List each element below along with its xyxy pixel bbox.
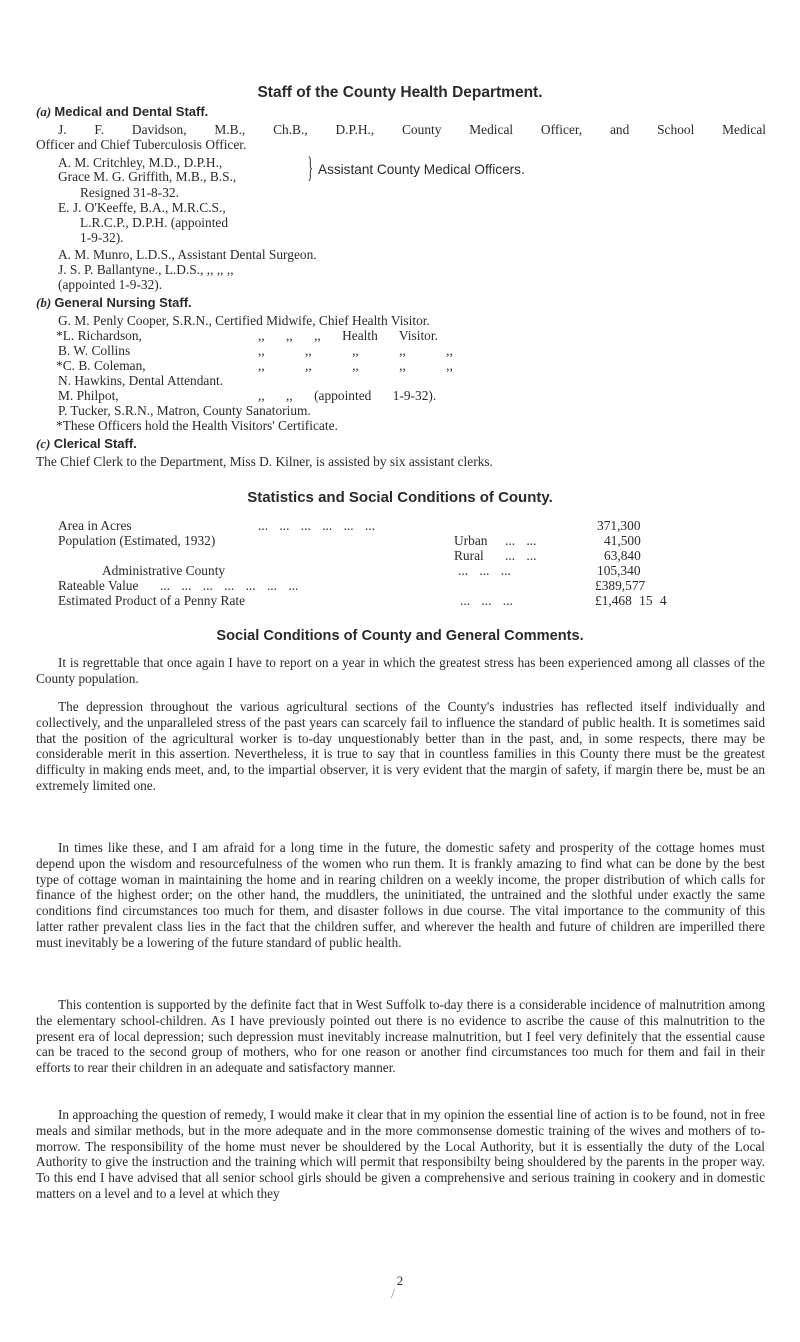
clerical-title: Clerical Staff. <box>53 436 137 451</box>
stat-penny-value: £1,468 15 4 <box>595 593 667 608</box>
stat-area-label: Area in Acres <box>58 518 132 533</box>
comments-heading: Social Conditions of County and General Comments. <box>216 628 584 644</box>
stat-rural-label: Rural <box>454 548 484 563</box>
acmo-line-1: A. M. Critchley, M.D., D.P.H., <box>58 155 223 170</box>
statistics-heading: Statistics and Social Conditions of County. <box>247 489 553 506</box>
paragraph-5: In approaching the question of remedy, I would make it clear that in my opinion the essential line of action is to be found, not in free meals and similar methods, but in the more adequate and in the more commonsense domestic training of the wives and mothers of to-morrow. The responsibility of the home must never be shouldered by the Local Authority, but it is essentially the duty of the Local Authority to give the instruction and the training which will permit that responsibilty being shouldered by the parents in the proper way. To this end I have advised that all senior school girls should be given a comprehensive and serious training in cookery and in domestic matters on a level and to a level at which they <box>36 1107 765 1201</box>
nursing-staff-subheading <box>36 295 192 311</box>
dental-line-2: J. S. P. Ballantyne., L.D.S., ,, ,, ,, <box>58 262 234 277</box>
paragraph-3: In times like these, and I am afraid for a long time in the future, the domestic safety and prosperity of the cottage homes must depend upon the wisdom and resourcefulness of the women who run them. It is frankly amazing to find what can be done by the best type of cottage woman in maintaining the home and in rearing children on a weekly income, the proper distribution of which calls for finance of the highest order; on the other hand, the muddlers, the uninitiated, the untrained and the slothful under exactly the same conditions find circumstances too much for them, and disaster follows in due course. The vital importance to the community of this latter rather prevalent class lies in the fact that the children suffer, and wherever the health and future of children are imperilled there must inevitably be a lowering of the future standard of public health. <box>36 840 765 950</box>
stray-mark: / <box>391 1287 395 1302</box>
paragraph-1: It is regrettable that once again I have to report on a year in which the greatest stress has been experienced among all classes of the County population. <box>36 655 765 686</box>
stat-admin-dots: ... ... ... <box>458 563 511 578</box>
nursing-line-6-rest: ,, ,, (appointed 1-9-32). <box>258 388 437 403</box>
nursing-line-8: *These Officers hold the Health Visitors' Certificate. <box>56 418 338 433</box>
stat-rateable-value: £389,577 <box>595 578 646 593</box>
stat-population-label: Population (Estimated, 1932) <box>58 533 216 548</box>
stat-urban-label: Urban <box>454 533 488 548</box>
acmo-line-4: E. J. O'Keeffe, B.A., M.R.C.S., <box>58 200 226 215</box>
acmo-line-2: Grace M. G. Griffith, M.B., B.S., <box>58 169 237 184</box>
medical-staff-subheading <box>36 104 208 120</box>
nursing-title: General Nursing Staff. <box>54 295 192 310</box>
nursing-line-2-name: *L. Richardson, <box>56 328 142 343</box>
stat-rural-dots: ... ... <box>505 548 537 563</box>
acmo-line-6: 1-9-32). <box>80 230 124 245</box>
nursing-line-6-name: M. Philpot, <box>58 388 119 403</box>
acmo-title: Assistant County Medical Officers. <box>318 162 525 177</box>
stat-penny-label: Estimated Product of a Penny Rate <box>58 593 246 608</box>
clerical-label: (c) <box>36 436 51 451</box>
nursing-line-3-name: B. W. Collins <box>58 343 131 358</box>
clerical-staff-subheading <box>36 436 137 452</box>
nursing-line-5: N. Hawkins, Dental Attendant. <box>58 373 224 388</box>
stat-admin-label: Administrative County <box>102 563 226 578</box>
nursing-label: (b) <box>36 295 52 310</box>
nursing-line-2-rest: ,, ,, ,, Health Visitor. <box>258 328 438 343</box>
paragraph-4: This contention is supported by the definite fact that in West Suffolk to-day there is a considerable incidence of malnutrition among the elementary school-children. As I have previously pointed out there is no evidence to ascribe the cause of this malnutrition to the present era of local depression; such depression must inevitably increase malnutrition, but I feel very definitely that the essential cause can be traced to the second group of mothers, who for one reason or another find circumstances too much for them and fail in their efforts to rear their children in an adequate and satisfactory manner. <box>36 997 765 1076</box>
stat-area-value: 371,300 <box>597 518 641 533</box>
nursing-line-3-rest: ,, ,, ,, ,, ,, <box>258 343 453 358</box>
stat-urban-dots: ... ... <box>505 533 537 548</box>
medical-title: Medical and Dental Staff. <box>54 104 209 119</box>
acmo-brace: } <box>307 151 314 184</box>
nursing-line-7: P. Tucker, S.R.N., Matron, County Sanatorium. <box>58 403 311 418</box>
nursing-line-4-name: *C. B. Coleman, <box>56 358 146 373</box>
stat-rateable-dots: ... ... ... ... ... ... ... <box>160 578 299 593</box>
medical-label: (a) <box>36 104 52 119</box>
page-number: 2 <box>396 1273 404 1288</box>
acmo-line-5: L.R.C.P., D.P.H. (appointed <box>80 215 229 230</box>
nursing-line-4-rest: ,, ,, ,, ,, ,, <box>258 358 453 373</box>
dental-line-1: A. M. Munro, L.D.S., Assistant Dental Surgeon. <box>58 247 317 262</box>
stat-area-dots: ... ... ... ... ... ... <box>258 518 375 533</box>
staff-heading: Staff of the County Health Department. <box>257 84 543 101</box>
stat-urban-value: 41,500 <box>604 533 641 548</box>
stat-admin-value: 105,340 <box>597 563 641 578</box>
cmo-line-2: Officer and Chief Tuberculosis Officer. <box>36 137 247 152</box>
stat-penny-dots: ... ... ... <box>460 593 513 608</box>
acmo-line-3: Resigned 31-8-32. <box>80 185 179 200</box>
stat-rural-value: 63,840 <box>604 548 641 563</box>
dental-line-3: (appointed 1-9-32). <box>58 277 163 292</box>
paragraph-2: The depression throughout the various agricultural sections of the County's industries has reflected itself individually and collectively, and the unparalleled stress of the past years can scarcely fail to influence the standard of public health. It is sometimes said that the position of the agricultural worker is to-day unquestionably better than in the past, and, in some respects, there may be considerable merit in this assertion. Nevertheless, it is true to say that in countless families in this County there must be the greatest difficulty in making ends meet, and, to the impartial observer, it is very evident that the margin of safety, if margin there be, must be an extremely limited one. <box>36 699 765 793</box>
stat-rateable-label: Rateable Value <box>58 578 139 593</box>
cmo-line-1: J. F. Davidson, M.B., Ch.B., D.P.H., County Medical Officer, and School Medical <box>58 122 766 137</box>
clerical-line: The Chief Clerk to the Department, Miss D. Kilner, is assisted by six assistant clerks. <box>36 454 493 469</box>
nursing-line-1: G. M. Penly Cooper, S.R.N., Certified Midwife, Chief Health Visitor. <box>58 313 430 328</box>
